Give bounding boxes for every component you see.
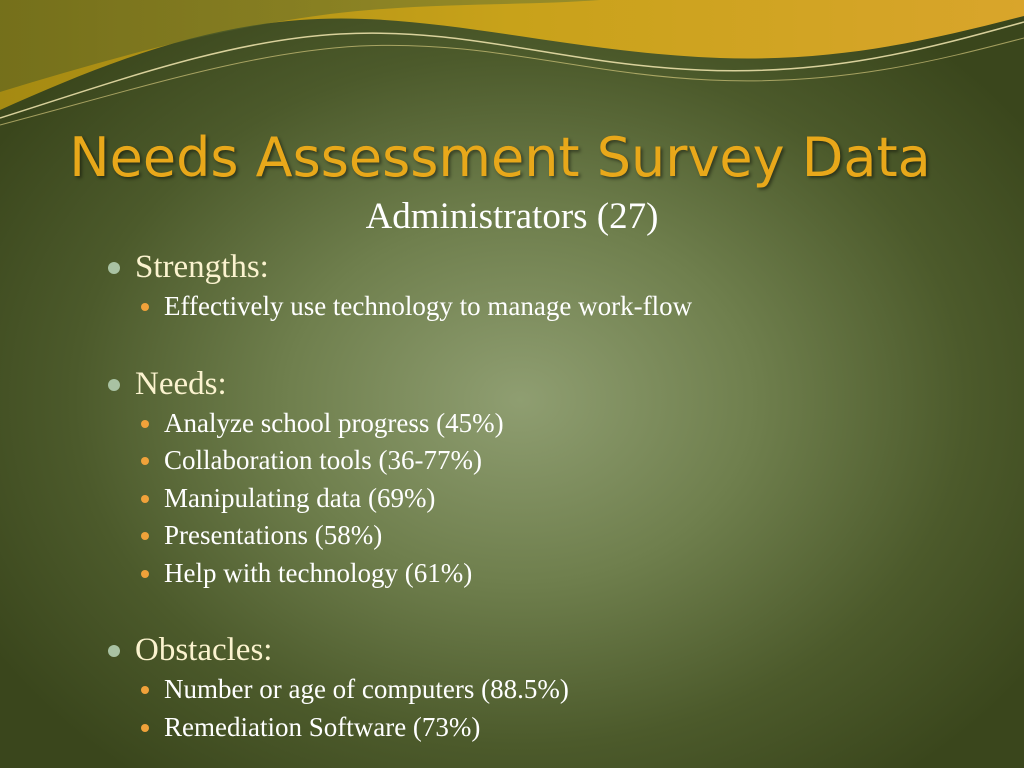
bullet-icon bbox=[108, 379, 120, 391]
bullet-icon bbox=[141, 724, 149, 732]
list-item bbox=[106, 480, 986, 518]
list-item-text: Remediation Software (73%) bbox=[164, 711, 481, 742]
list-item bbox=[106, 405, 986, 443]
section-heading bbox=[106, 629, 986, 671]
list-item-text: Effectively use technology to manage work-flow bbox=[164, 291, 693, 321]
bullet-icon bbox=[141, 495, 149, 503]
section-needs bbox=[106, 363, 986, 593]
bullet-icon bbox=[108, 645, 120, 657]
section-obstacles bbox=[106, 629, 986, 746]
bullet-icon bbox=[141, 532, 149, 540]
page-subtitle: Administrators (27) bbox=[365, 196, 659, 237]
section-strengths bbox=[106, 246, 986, 326]
list-item-text: Manipulating data (69%) bbox=[164, 482, 436, 513]
list-item bbox=[106, 517, 986, 555]
bullet-icon bbox=[141, 686, 149, 694]
section-heading-text: Needs: bbox=[135, 365, 227, 402]
section-heading-text: Strengths: bbox=[135, 249, 269, 285]
list-item bbox=[106, 288, 986, 326]
list-item bbox=[106, 555, 986, 593]
page-title: Needs Assessment Survey Data bbox=[69, 126, 931, 189]
bullet-icon bbox=[141, 570, 149, 578]
list-item bbox=[106, 671, 986, 709]
list-item bbox=[106, 709, 986, 747]
list-item-text: Help with technology (61%) bbox=[164, 557, 473, 588]
section-heading bbox=[106, 246, 986, 288]
list-item-text: Collaboration tools (36-77%) bbox=[164, 445, 482, 475]
bullet-icon bbox=[108, 262, 120, 274]
list-item bbox=[106, 442, 986, 480]
list-item-text: Presentations (58%) bbox=[164, 520, 383, 550]
section-heading-text: Obstacles: bbox=[135, 632, 273, 668]
bullet-content bbox=[106, 246, 986, 768]
list-item-text: Analyze school progress (45%) bbox=[164, 407, 504, 438]
bullet-icon bbox=[141, 303, 149, 311]
list-item-text: Number or age of computers (88.5%) bbox=[164, 674, 569, 704]
bullet-icon bbox=[141, 420, 149, 428]
section-heading bbox=[106, 363, 986, 405]
bullet-icon bbox=[141, 457, 149, 465]
